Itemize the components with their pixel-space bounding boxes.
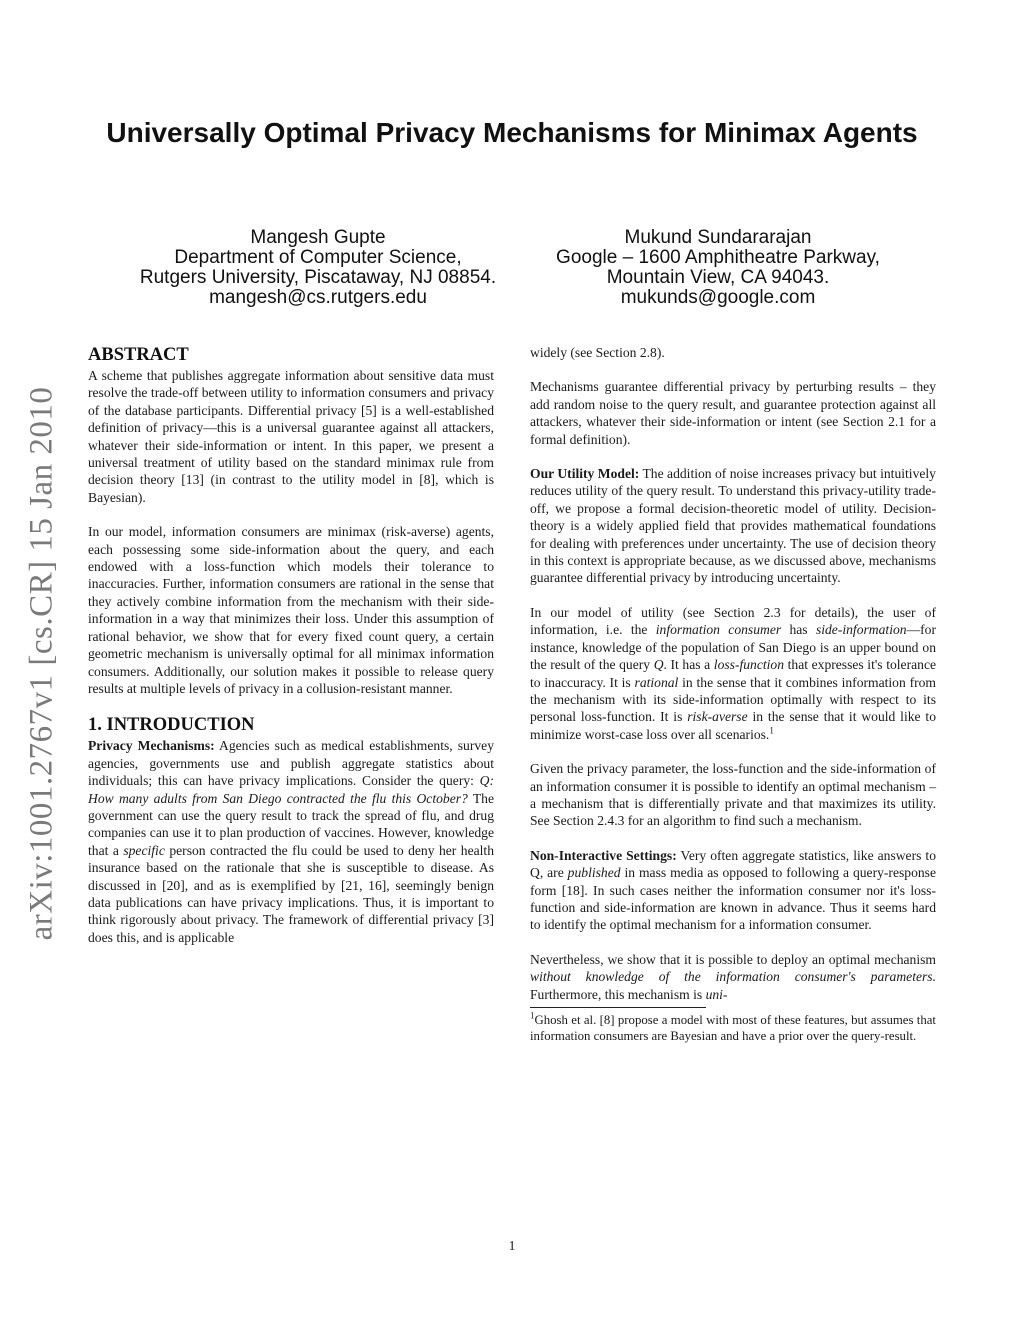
author-name: Mangesh Gupte (250, 227, 386, 248)
mechanisms-paragraph: Mechanisms guarantee differential privacy by perturbing results – they add random noise to the query result, and guarantee protection against all attackers, whatever their side-information or intent (see Section 2.1 for a formal definition). (530, 379, 936, 447)
page-number: 1 (508, 1238, 516, 1253)
example-query: Q: How many adults from San Diego contracted the flu this October? (88, 773, 494, 806)
privacy-mechanisms-label: Privacy Mechanisms: (88, 738, 215, 754)
abstract-paragraph-2: In our model, information consumers are minimax (risk-averse) agents, each possessing some side-information about the query, and each endowed with a loss-function which models their tolerance to inaccuracies. Further, information consumers are rational in the sense that they actively combine information from the mechanism with their side-information in a way that minimizes their loss. Under this assumption of rational behavior, we show that for every fixed count query, a certain geometric mechanism is universally optimal for all minimax information consumers. Additionally, our solution makes it possible to release query results at multiple levels of privacy in a collusion-resistant manner. (88, 524, 494, 696)
footnote-marker: 1 (769, 725, 774, 736)
author-address: Rutgers University, Piscataway, NJ 08854. (139, 267, 497, 288)
utility-model-paragraph: Our Utility Model: The addition of noise increases privacy but intuitively reduces utility of the query result. To understand this privacy-utility trade-off, we propose a formal decision-theoretic model of utility. Decision-theory is a widely applied field that provides mathematical foundations for dealing with preferences under uncertainty. The use of decision theory in this context is appropriate because, as we discussed above, mechanisms guarantee differential privacy by introducing uncertainty. (530, 466, 936, 586)
right-column (530, 344, 936, 1044)
paper-title: Universally Optimal Privacy Mechanisms for Minimax Agents (106, 117, 918, 148)
footnote: $^1$Ghosh et al. [8] propose a model with most of these features, but assumes that information consumers are Bayesian and have a prior over the query-result. (530, 1010, 936, 1043)
author-email: mukunds@google.com (620, 287, 816, 308)
introduction-heading: 1. INTRODUCTION (88, 715, 255, 736)
non-interactive-paragraph: Non-Interactive Settings: Very often aggregate statistics, like answers to Q, are published in mass media as opposed to following a query-response form [18]. In such cases neither the information consumer nor it's loss-function and side-information are known in advance. Thus it seems hard to identify the optimal mechanism for a information consumer. (530, 847, 937, 933)
footnote-rule (530, 1007, 706, 1008)
author-block-1 (118, 228, 518, 308)
continued-text: widely (see Section 2.8). (530, 345, 665, 360)
abstract-heading: ABSTRACT (88, 345, 189, 365)
left-column (88, 344, 494, 963)
author-dept: Google – 1600 Amphitheatre Parkway, (556, 247, 880, 268)
nevertheless-paragraph: Nevertheless, we show that it is possible to deploy an optimal mechanism without knowledge of the information consumer's parameters. Furthermore, this mechanism is uni- (530, 951, 936, 1002)
author-email: mangesh@cs.rutgers.edu (209, 287, 427, 308)
non-interactive-label: Non-Interactive Settings: (530, 847, 677, 863)
utility-model-label: Our Utility Model: (530, 466, 640, 482)
author-dept: Department of Computer Science, (174, 247, 462, 268)
abstract-paragraph-1: A scheme that publishes aggregate information about sensitive data must resolve the trade-off between utility to information consumers and privacy of the database participants. Differential privacy [5] is a well-established definition of privacy—this is a universal guarantee against all attackers, whatever their side-information or intent. In this paper, we present a universal treatment of utility based on the standard minimax rule from decision theory [13] (in contrast to the utility model in [8], which is Bayesian). (88, 368, 494, 505)
arxiv-stamp: arXiv:1001.2767v1 [cs.CR] 15 Jan 2010 (23, 386, 60, 940)
author-name: Mukund Sundararajan (624, 227, 812, 248)
author-block-2 (518, 228, 918, 308)
model-of-utility-paragraph: In our model of utility (see Section 2.3 for details), the user of information, i.e. the information consumer has side-information—for instance, knowledge of the population of San Diego is an upper bound on the result of the query Q. It has a loss-function that expresses it's tolerance to inaccuracy. It is rational in the sense that it combines information from the mechanism with its side-information optimally with respect to its personal loss-function. It is risk-averse in the sense that it would like to minimize worst-case loss over all scenarios.$^1$ (530, 604, 937, 742)
privacy-mechanisms-paragraph: Privacy Mechanisms: Agencies such as medical establishments, survey agencies, governments use and publish aggregate statistics about individuals; this can have privacy implications. Consider the query: Q: How many adults from San Diego contracted the flu this October? The government can use the query result to track the spread of flu, and drug companies can use it to plan production of vaccines. However, knowledge that a specific person contracted the flu could be used to deny her health insurance based on the rationale that she is susceptible to disease. As discussed in [20], and as is exemplified by [21, 16], seemingly benign data publications can have privacy implications. Thus, it is important to think rigorously about privacy. The framework of differential privacy [3] does this, and is applicable (88, 738, 494, 945)
given-parameter-paragraph: Given the privacy parameter, the loss-function and the side-information of an information consumer it is possible to identify an optimal mechanism – a mechanism that is differentially private and that maximizes its utility. See Section 2.4.3 for an algorithm to find such a mechanism. (530, 761, 936, 829)
author-address: Mountain View, CA 94043. (606, 267, 830, 288)
